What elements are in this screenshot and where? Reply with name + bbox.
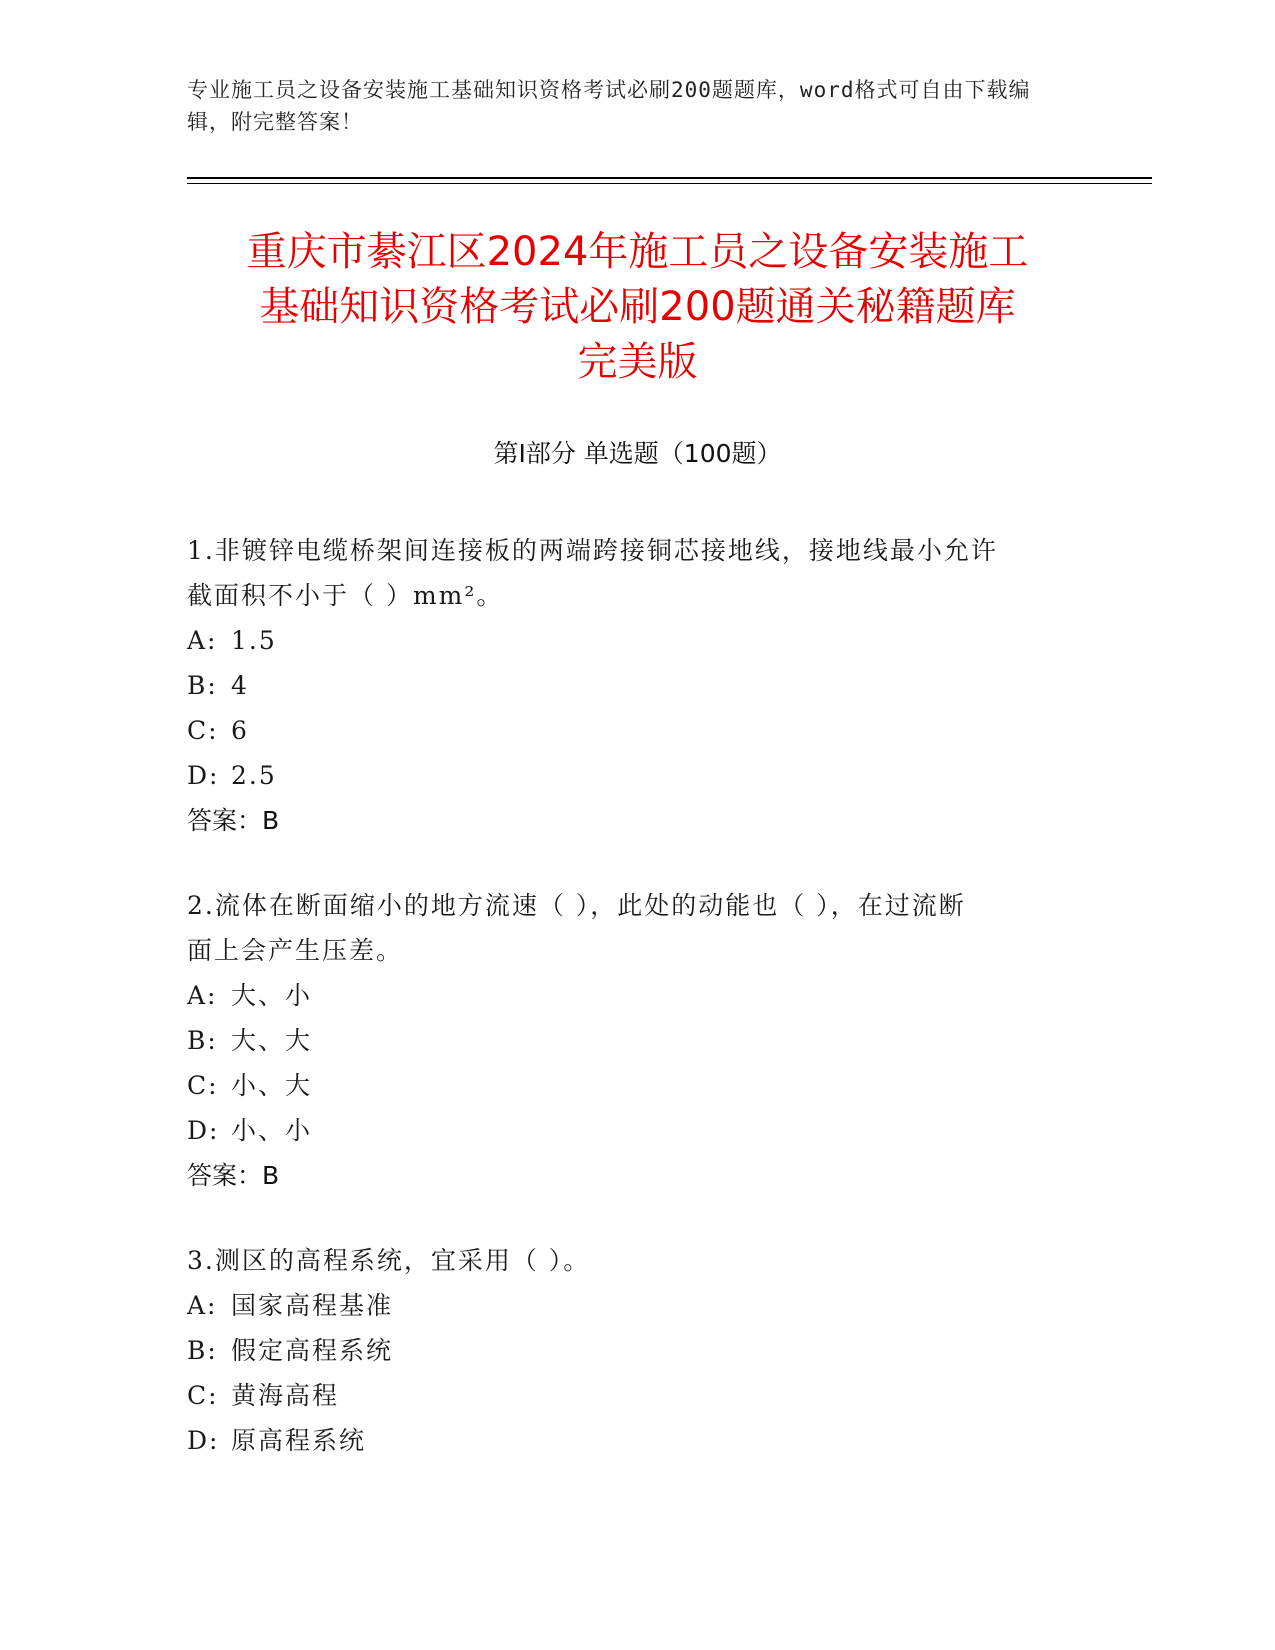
- option-text: 假定高程系统: [231, 1336, 394, 1365]
- option-d: [187, 753, 1067, 798]
- option-key: D:: [187, 1426, 220, 1455]
- option-text: 4: [231, 671, 249, 700]
- question-2: [187, 883, 1067, 1198]
- option-key: C:: [187, 1381, 219, 1410]
- option-text: 大、小: [231, 981, 313, 1010]
- option-text: 国家高程基准: [231, 1291, 394, 1320]
- option-text: 小、大: [231, 1071, 313, 1100]
- option-key: B:: [187, 1336, 218, 1365]
- header-rule-thick: [187, 177, 1152, 179]
- question-stem-line: 截面积不小于（ ）mm²。: [187, 581, 504, 610]
- option-c: [187, 1063, 1067, 1108]
- question-stem-line: 1.非镀锌电缆桥架间连接板的两端跨接铜芯接地线，接地线最小允许: [187, 536, 998, 565]
- option-text: 2.5: [231, 761, 277, 790]
- section-title: 第Ⅰ部分 单选题（100题）: [493, 439, 782, 468]
- question-3: [187, 1238, 1067, 1463]
- option-key: D:: [187, 761, 220, 790]
- option-d: [187, 1418, 1067, 1463]
- question-stem-line: 2.流体在断面缩小的地方流速（ ），此处的动能也（ ），在过流断: [187, 891, 966, 920]
- option-key: D:: [187, 1116, 220, 1145]
- option-a: [187, 618, 1067, 663]
- title-line: 重庆市綦江区2024年施工员之设备安装施工: [246, 229, 1029, 275]
- question-stem-line: 面上会产生压差。: [187, 936, 404, 965]
- option-d: [187, 1108, 1067, 1153]
- header-rule-thin: [187, 183, 1152, 184]
- option-text: 1.5: [231, 626, 277, 655]
- option-key: B:: [187, 1026, 218, 1055]
- option-key: C:: [187, 1071, 219, 1100]
- option-key: C:: [187, 716, 219, 745]
- option-text: 大、大: [231, 1026, 313, 1055]
- question-list: [187, 528, 1067, 1503]
- option-b: [187, 663, 1067, 708]
- title-line: 基础知识资格考试必刷200题通关秘籍题库: [259, 284, 1016, 330]
- option-text: 6: [231, 716, 249, 745]
- title-line: 完美版: [577, 339, 698, 385]
- option-text: 小、小: [231, 1116, 313, 1145]
- question-1: [187, 528, 1067, 843]
- option-b: [187, 1328, 1067, 1373]
- option-c: [187, 708, 1067, 753]
- option-a: [187, 973, 1067, 1018]
- answer: 答案：B: [187, 1161, 280, 1190]
- answer: 答案：B: [187, 806, 280, 835]
- option-key: A:: [187, 1291, 218, 1320]
- document-title: [150, 225, 1125, 390]
- question-stem-line: 3.测区的高程系统，宜采用（ ）。: [187, 1246, 591, 1275]
- option-text: 黄海高程: [231, 1381, 340, 1410]
- header-note: 专业施工员之设备安装施工基础知识资格考试必刷200题题库，word格式可自由下载编辑，附完整答案！: [187, 78, 1031, 134]
- option-c: [187, 1373, 1067, 1418]
- option-b: [187, 1018, 1067, 1063]
- option-key: A:: [187, 981, 218, 1010]
- option-text: 原高程系统: [231, 1426, 367, 1455]
- option-a: [187, 1283, 1067, 1328]
- option-key: A:: [187, 626, 218, 655]
- option-key: B:: [187, 671, 218, 700]
